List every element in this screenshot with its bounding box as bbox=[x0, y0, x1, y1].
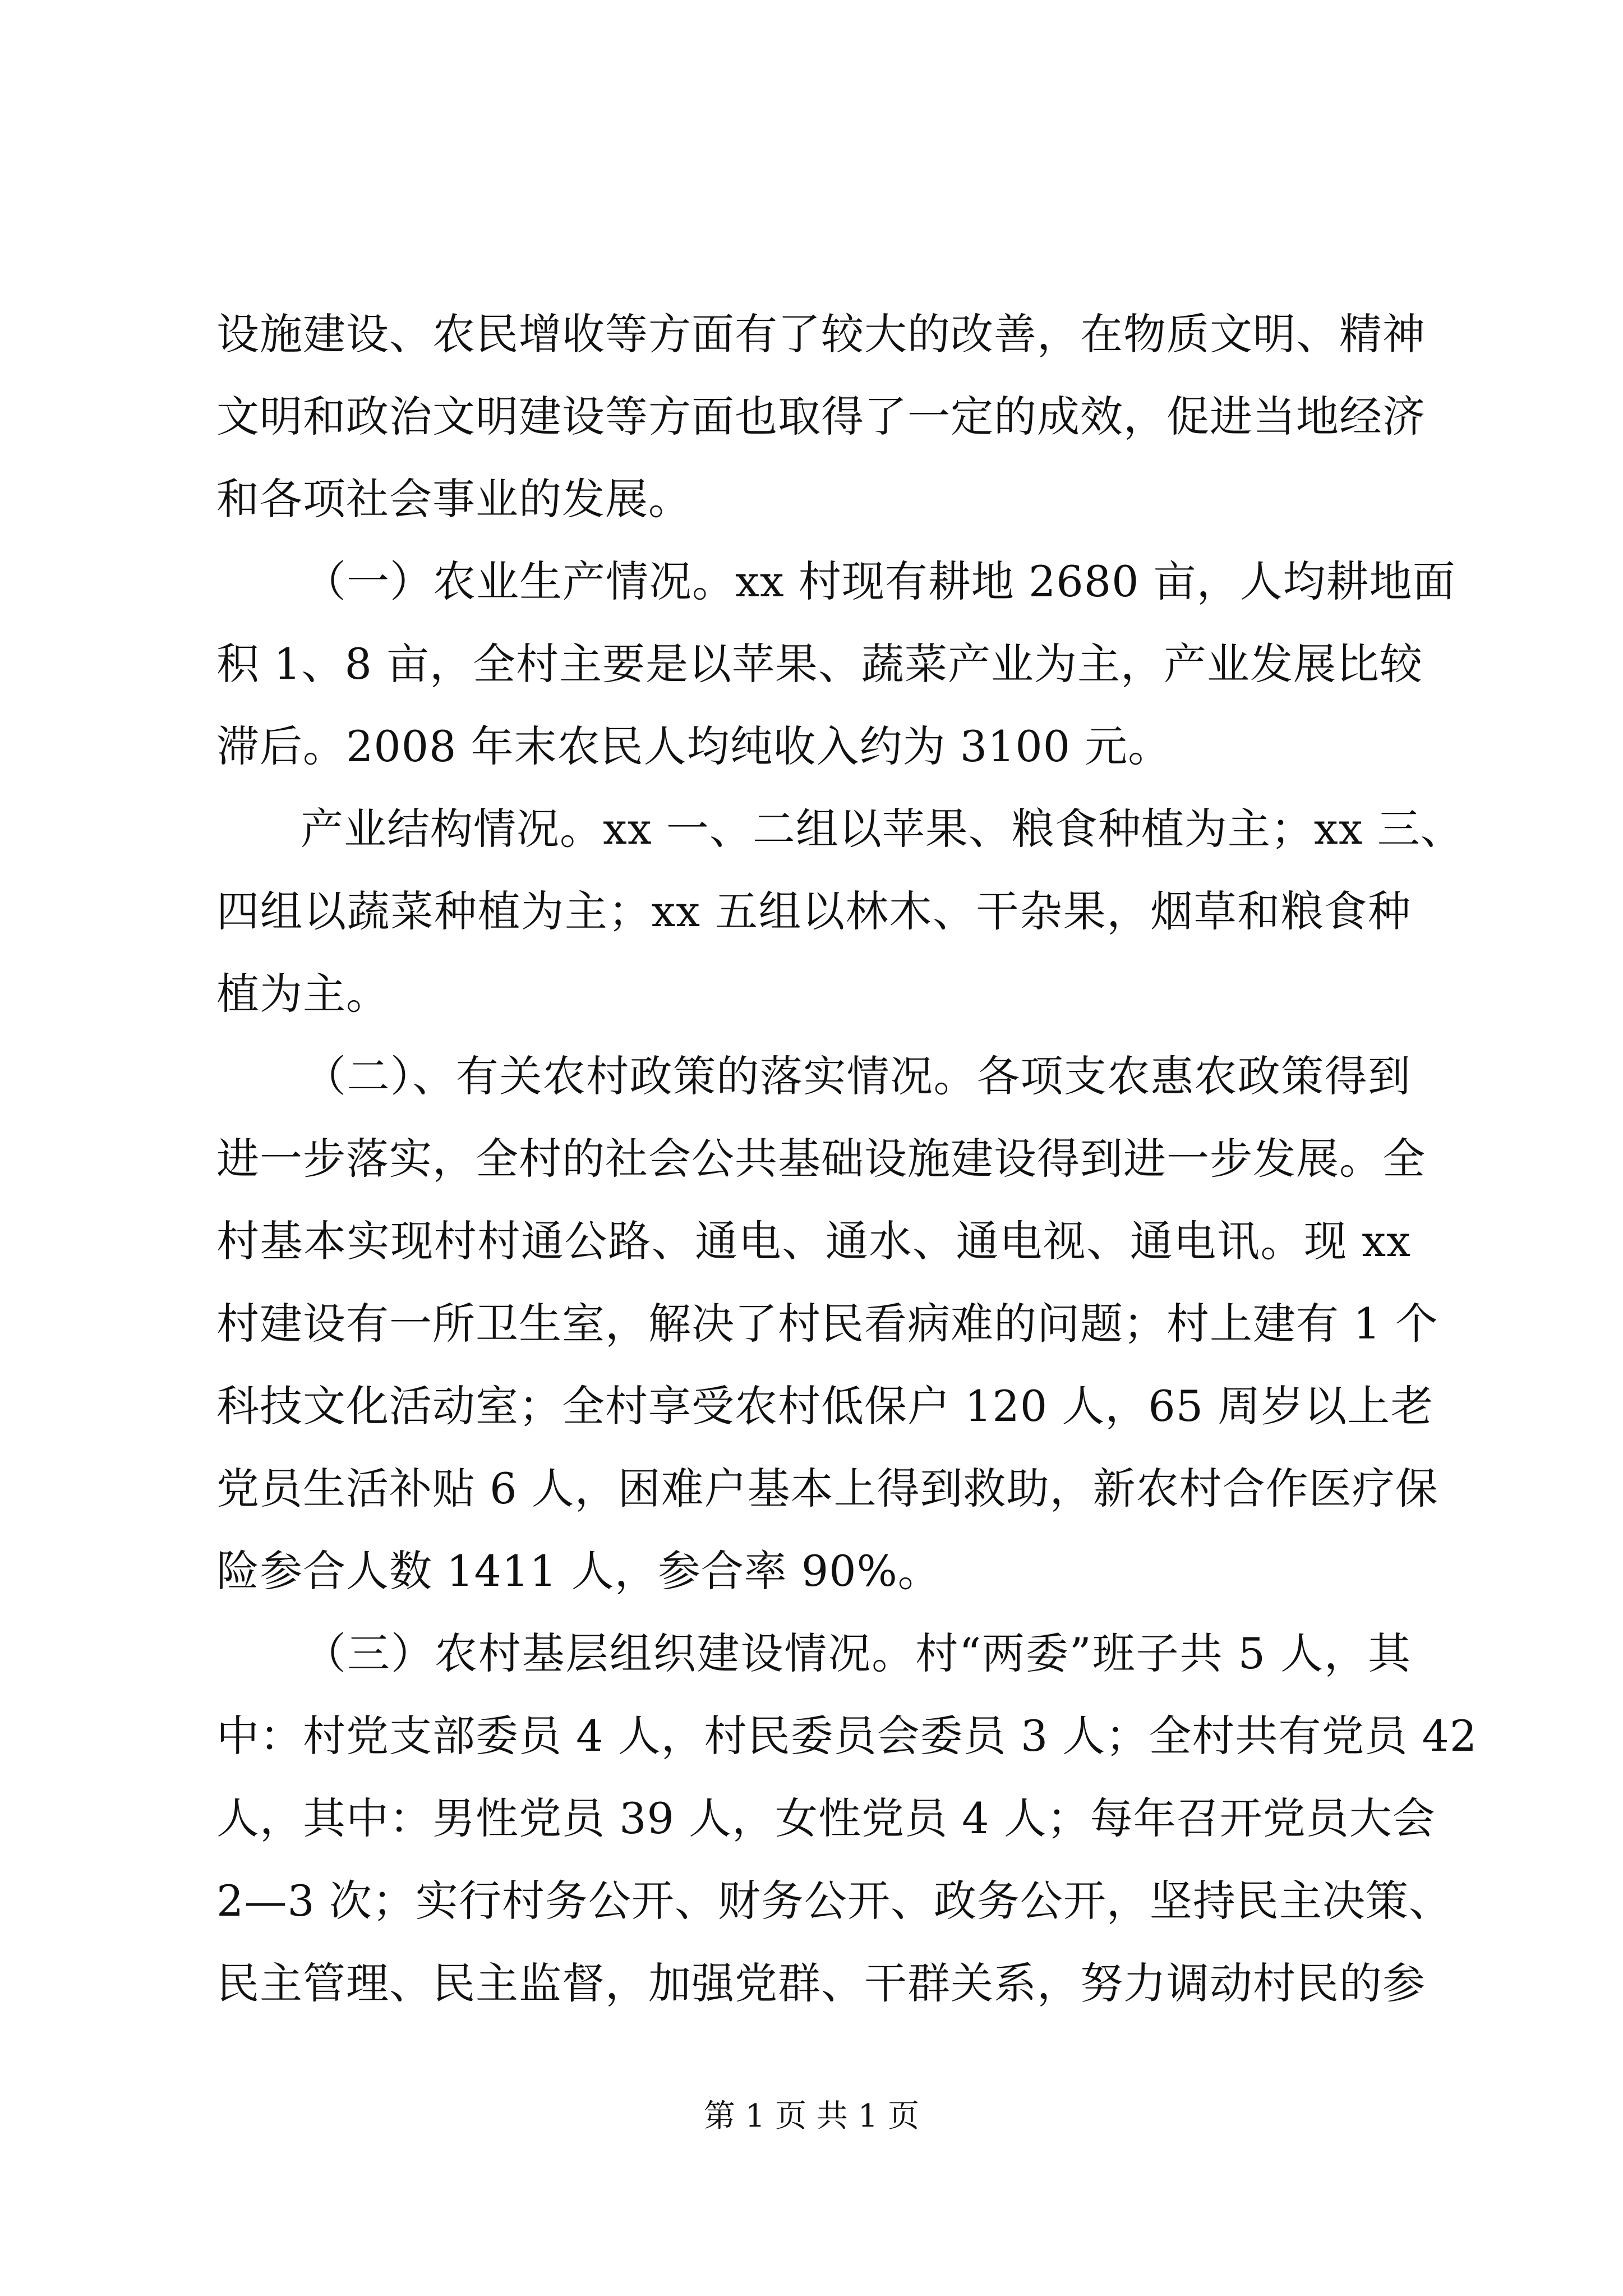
text-line: 文明和政治文明建设等方面也取得了一定的成效，促进当地经济 bbox=[216, 392, 1426, 441]
text-line: 民主管理、民主监督，加强党群、干群关系，努力调动村民的参 bbox=[216, 1958, 1426, 2008]
document-body bbox=[216, 293, 1478, 2024]
text-line: 进一步落实，全村的社会公共基础设施建设得到进一步发展。全 bbox=[216, 1134, 1426, 1184]
text-line: 和各项社会事业的发展。 bbox=[216, 474, 691, 524]
text-line: 2—3 次；实行村务公开、财务公开、政务公开，坚持民主决策、 bbox=[216, 1876, 1452, 1926]
text-line: 中：村党支部委员 4 人，村民委员会委员 3 人；全村共有党员 42 bbox=[216, 1711, 1478, 1761]
text-line: 产业结构情况。xx 一、二组以苹果、粮食种植为主；xx 三、 bbox=[301, 804, 1464, 854]
text-line: 四组以蔬菜种植为主；xx 五组以林木、干杂果，烟草和粮食种 bbox=[216, 886, 1411, 936]
text-line: 积 1、8 亩，全村主要是以苹果、蔬菜产业为主，产业发展比较 bbox=[216, 639, 1423, 689]
text-line: 科技文化活动室；全村享受农村低保户 120 人，65 周岁以上老 bbox=[216, 1381, 1434, 1431]
text-line: 人，其中：男性党员 39 人，女性党员 4 人；每年召开党员大会 bbox=[216, 1793, 1436, 1843]
text-line: 党员生活补贴 6 人，困难户基本上得到救助，新农村合作医疗保 bbox=[216, 1464, 1438, 1513]
text-line: （三）农村基层组织建设情况。村“两委”班子共 5 人，其 bbox=[303, 1628, 1411, 1678]
page-number-footer: 第 1 页 共 1 页 bbox=[703, 2098, 920, 2134]
text-line: 植为主。 bbox=[216, 969, 389, 1019]
text-line: 村基本实现村村通公路、通电、通水、通电视、通电讯。现 xx bbox=[216, 1216, 1411, 1266]
text-line: 设施建设、农民增收等方面有了较大的改善，在物质文明、精神 bbox=[216, 309, 1426, 359]
text-line: （二）、有关农村政策的落实情况。各项支农惠农政策得到 bbox=[303, 1051, 1411, 1101]
text-line: （一）农业生产情况。xx 村现有耕地 2680 亩，人均耕地面 bbox=[303, 556, 1456, 606]
text-line: 村建设有一所卫生室，解决了村民看病难的问题；村上建有 1 个 bbox=[216, 1299, 1438, 1349]
text-line: 险参合人数 1411 人，参合率 90%。 bbox=[216, 1546, 941, 1596]
text-line: 滞后。2008 年末农民人均纯收入约为 3100 元。 bbox=[216, 721, 1172, 771]
